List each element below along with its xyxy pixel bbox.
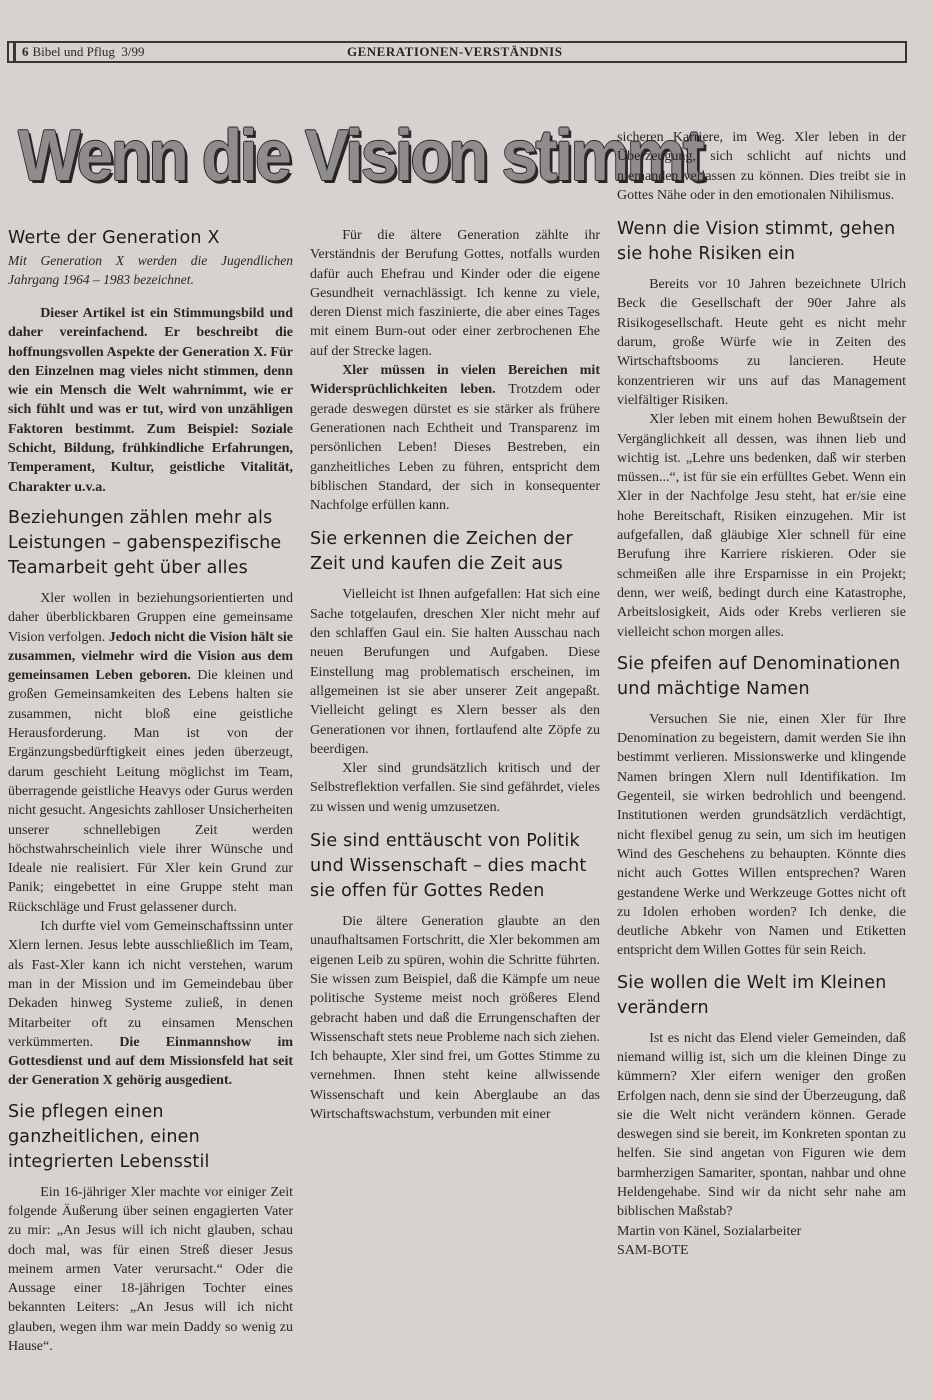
column-1	[8, 226, 293, 1356]
section1-text-a: Xler wollen in beziehungsorientierten und daher überblickbaren Gruppen eine gemeinsame Vision verfolgen.	[8, 590, 293, 645]
publication-name: Bibel und Pflug	[32, 44, 115, 59]
section3-heading: Sie erkennen die Zeichen der Zeit und kaufen die Zeit aus	[310, 529, 573, 575]
section1-paragraph-2	[8, 917, 293, 1091]
section3-paragraph-1: Vielleicht ist Ihnen aufgefallen: Hat sich eine Sache totgelaufen, dreschen Xler nicht mehr auf den schlaffen Gaul ein. Sie halten Ausschau nach neuen Berufungen und Aufgaben. Diese Einstellung mag problematisch erscheinen, im allgemeinen ist sie aber unserer Zeit angepaßt. Vielleicht gelingt es Xlern besser als den Generationen vor ihnen, fortlaufend alte Zöpfe zu beerdigen.	[310, 587, 600, 757]
section1-text-bold: Jedoch nicht die Vision hält sie zusammen, vielmehr wird die Vision aus dem gemeinsamen Leben geboren.	[8, 629, 294, 684]
section2-heading: Sie pflegen einen ganzheitlichen, einen integrierten Lebensstil	[8, 1101, 210, 1172]
page-header	[7, 41, 907, 63]
section2-paragraph-1: Ein 16-jähriger Xler machte vor einiger Zeit folgende Äußerung über seinen engagierten Vater zu mir: „An Jesus will ich nicht glauben, schau doch mal, was für einen Streß dieser Jesus meinem armen Vater verursacht.“ Oder die Aussage einer 18-jährigen Tochter eines bekannten Leiters: „An Jesus will ich nicht glauben, wegen ihm war mein Daddy so wenig zu Hause“.	[8, 1184, 293, 1355]
section1-heading: Beziehungen zählen mehr als Leistungen – gabenspezifische Teamarbeit geht über alles	[8, 507, 282, 578]
section1-p2-bold: Die Einmannshow im Gottesdienst und auf dem Missionsfeld hat seit der Generation X gehörig ausgedient.	[8, 1034, 294, 1089]
header-publication	[13, 43, 144, 61]
section1-paragraph	[8, 589, 293, 917]
author-signature: Martin von Känel, Sozialarbeiter	[617, 1223, 802, 1239]
column-2	[310, 226, 600, 1124]
page-number: 6	[22, 44, 29, 59]
section6-paragraph-1: Versuchen Sie nie, einen Xler für Ihre Denomination zu begeistern, damit werden Sie ihn bestimmt verlieren. Missionswerke und klingende Namen bringen Xlern null Identifikation. Im Gegenteil, sie wirken bedrohlich und beengend. Institutionen werden grundsätzlich verdächtigt, nicht flexibel genug zu sein, um sich im heutigen Wind des Geschehens zu behaupten. Könnte dies nicht auch Gottes Willen entsprechen? Waren gestandene Werke und Werkzeuge Gottes nicht oft zu Idolen erhoben worden? Ich denke, die deutliche Abkehr von Namen und Etiketten entspricht dem Willen Gottes für sein Reich.	[617, 711, 906, 959]
section2-p3-text: Trotzdem oder gerade deswegen dürstet es sie stärker als frühere Generationen nach Echtheit und Transparenz im persönlichen Leben! Dieses Bestreben, ein ganzheitliches Leben zu führen, entspricht dem biblischen Standard, der sich in konsequenter Nachfolge erfüllen kann.	[310, 382, 600, 514]
section7-paragraph-1: Ist es nicht das Elend vieler Gemeinden, daß niemand willig ist, sich um die kleinen Dinge zu kümmern? Xler eifern weniger den großen Erfolgen nach, denn sie sind der Überzeugung, daß sie die Welt nicht verändern können. Gerade deswegen sind sie bereit, im Konkreten spontan zu helfen. Sie sind angetan von Figuren wie dem barmherzigen Samariter, spontan, nahbar und ohne Heldengehabe. Sind wir da nicht sehr nahe am biblischen Maßstab?	[617, 1030, 906, 1220]
section5-paragraph-2: Xler leben mit einem hohen Bewußtsein der Vergänglichkeit all dessen, was ihnen lieb und wichtig ist. „Lehre uns bedenken, daß wir sterben müssen...“, ist für sie ein erfülltes Gebet. Wenn ein Xler in der Nachfolge Jesu steht, hat er/sie eine hohe Bereitschaft, Risiken einzugehen. Mir ist aufgefallen, daß gläubige Xler schnell für eine Berufung ihre Karriere riskieren. Oder sie schmeißen alle ihre Ersparnisse in ein Projekt; denn, wer weiß, bedingt durch eine Katastrophe, Arbeitslosigkeit, Aids oder Krebs verlieren sie vielleicht schon morgen alles.	[617, 412, 906, 640]
issue-number: 3/99	[121, 44, 145, 59]
section2-paragraph-3	[310, 361, 600, 515]
section2-p3-bold: Xler müssen in vielen Bereichen mit Widersprüchlichkeiten leben.	[310, 363, 600, 398]
section6-heading: Sie pfeifen auf Denominationen und mächtige Namen	[617, 653, 901, 699]
article-title: Wenn die Vision stimmt	[18, 116, 703, 196]
section1-text-c: Die kleinen und großen Gemeinsamkeiten des Lebens halten sie zusammen, nicht bloß eine geistliche Herausforderung. Man ist von der Ergänzungsbedürftigkeit eines jeden überzeugt, darum geschieht Leitung möglichst im Team, überragende geistliche Heavys oder Gurus werden nicht gesucht. Angesichts zahlloser Unsicherheiten unserer schnellebigen Zeit werden höchstwahrscheinlich viele ihrer Wünsche und Ideale nie realisiert. Für Xler kein Grund zur Panik; eingebettet in eine Gruppe steht man Rückschläge und Frust gelassener durch.	[8, 668, 293, 915]
section7-heading: Sie wollen die Welt im Kleinen verändern	[617, 972, 887, 1018]
intro-subtitle: Mit Generation X werden die Jugendlichen Jahrgang 1964 – 1983 bezeichnet.	[8, 253, 293, 287]
section4-paragraph-2: sicheren Karriere, im Weg. Xler leben in der Überzeugung, sich schlicht auf nichts und niemanden verlassen zu können. Dies treibt sie in Gottes Nähe oder in den emotionalen Nihilismus.	[617, 130, 906, 203]
intro-lead: Dieser Artikel ist ein Stimmungsbild und daher vereinfachend. Er beschreibt die hoffnungsvollen Aspekte der Generation X. Für den Einzelnen mag vieles nicht stimmen, denn wie ein Mensch die Welt wahrnimmt, wie er sich fühlt und was er tut, wird von unzähligen Faktoren bestimmt. Zum Beispiel: Soziale Schicht, Bildung, frühkindliche Erfahrungen, Temperament, Kultur, geistliche Vitalität, Charakter u.v.a.	[8, 306, 293, 495]
section4-heading: Sie sind enttäuscht von Politik und Wissenschaft – dies macht sie offen für Gottes Reden	[310, 831, 587, 902]
section5-heading: Wenn die Vision stimmt, gehen sie hohe Risiken ein	[617, 219, 896, 265]
section-title: GENERATIONEN-VERSTÄNDNIS	[347, 44, 563, 59]
source-signature: SAM-BOTE	[617, 1242, 689, 1258]
section5-paragraph-1: Bereits vor 10 Jahren bezeichnete Ulrich Beck die Gesellschaft der 90er Jahre als Risikogesellschaft. Heute geht es nicht mehr darum, große Würfe wie in Zeiten des Wirtschaftsbooms zu lancieren. Heute konzentrieren wir uns auf das Management vielfältiger Risiken.	[617, 277, 906, 408]
section3-paragraph-2: Xler sind grundsätzlich kritisch und der Selbstreflektion verfallen. Sie sind gefährdet, vieles zu wissen und wenig umzusetzen.	[310, 761, 600, 815]
section4-paragraph-1: Die ältere Generation glaubte an den unaufhaltsamen Fortschritt, die Xler bekommen am eigenen Leib zu spüren, wohin die Schritte führten. Sie wissen zum Beispiel, daß die Kämpfe um neue politische Systeme meist noch größeres Elend gebracht haben und daß die Errungenschaften der Wissenschaft stets neue Probleme nach sich ziehen. Ich behaupte, Xler sind frei, um Gottes Stimme zu vernehmen. Ihnen steht keine allwissende Wissenschaft und kein Aberglaube an das Wirtschaftswachstum, verbunden mit einer	[310, 914, 600, 1122]
section2-paragraph-2: Für die ältere Generation zählte ihr Verständnis der Berufung Gottes, notfalls wurden dafür auch Ehefrau und Kinder oder die eigene Gesundheit vernachlässigt. Ich kenne zu viele, deren Dienst mich faszinierte, die aber eines Tages mit einem Burn-out oder einer zerbrochenen Ehe auf der Strecke lagen.	[310, 228, 600, 359]
section1-p2-text: Ich durfte viel vom Gemeinschaftssinn unter Xlern lernen. Jesus lebte ausschließlich im Team, als Fast-Xler kann ich nicht verstehen, warum man in der Mission und im Gemeindebau über Dekaden hinweg Systeme zuließ, in denen Mitarbeiter oft zu einsamen Menschen verkümmerten.	[8, 919, 293, 1050]
column-3	[617, 128, 906, 1260]
intro-heading: Werte der Generation X	[8, 228, 220, 248]
